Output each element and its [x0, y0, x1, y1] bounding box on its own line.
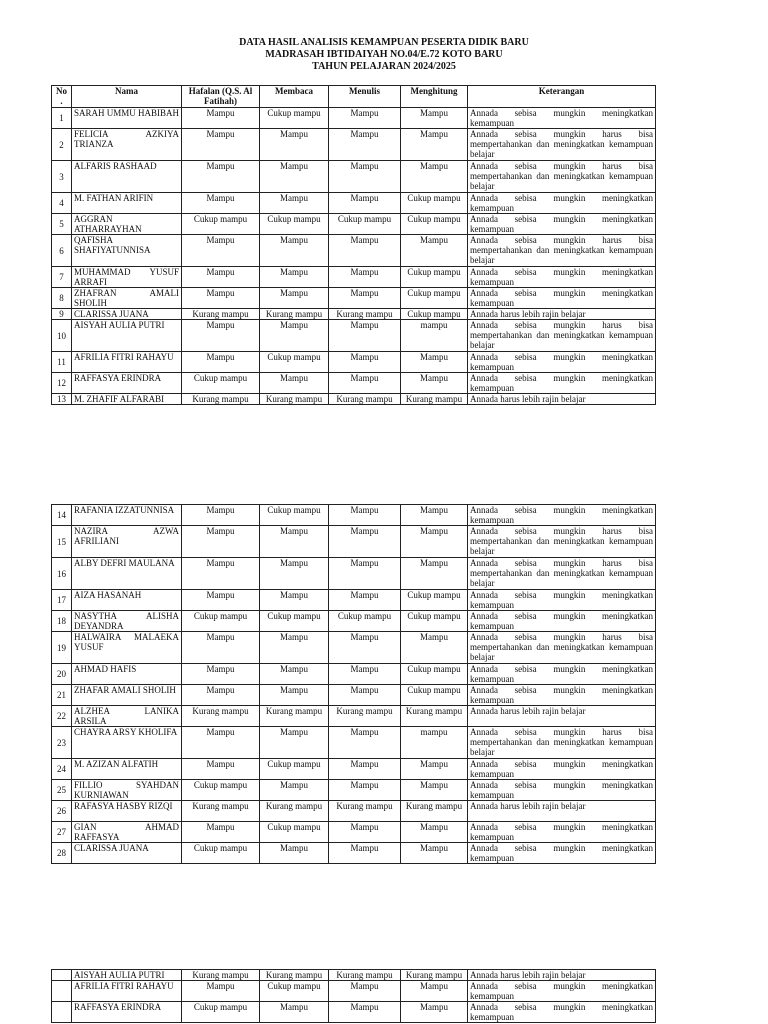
cell-nama: RAFASYA HASBY RIZQI [72, 801, 182, 822]
results-table-page-3 [51, 969, 656, 1023]
cell-keterangan: Annada harus lebih rajin belajar [468, 309, 656, 320]
cell-membaca: Mampu [260, 632, 329, 664]
cell-membaca: Cukup mampu [260, 352, 329, 373]
table-row [52, 780, 656, 801]
table-row [52, 394, 656, 405]
cell-nama: ZHAFRAN AMALI SHOLIH [72, 288, 182, 309]
cell-no: 3 [52, 161, 72, 193]
cell-menulis: Kurang mampu [329, 309, 401, 320]
cell-menulis: Kurang mampu [329, 801, 401, 822]
cell-menghitung: Mampu [401, 161, 468, 193]
cell-nama: ZHAFAR AMALI SHOLIH [72, 685, 182, 706]
cell-keterangan: Annada sebisa mungkin harus bisa mempertahankan dan meningkatkan kemampuan belajar [468, 526, 656, 558]
cell-no: 18 [52, 611, 72, 632]
cell-keterangan: Annada sebisa mungkin meningkatkan kemampuan [468, 214, 656, 235]
cell-keterangan: Annada sebisa mungkin meningkatkan kemampuan [468, 685, 656, 706]
cell-keterangan: Annada sebisa mungkin meningkatkan kemampuan [468, 780, 656, 801]
cell-menghitung: Mampu [401, 526, 468, 558]
cell-keterangan: Annada sebisa mungkin meningkatkan kemampuan [468, 822, 656, 843]
table-row [52, 320, 656, 352]
cell-membaca: Cukup mampu [260, 822, 329, 843]
cell-membaca: Kurang mampu [260, 706, 329, 727]
table-page-3-block [51, 969, 655, 1023]
cell-nama: M. FATHAN ARIFIN [72, 193, 182, 214]
table-row [52, 526, 656, 558]
cell-membaca: Mampu [260, 780, 329, 801]
cell-hafalan: Cukup mampu [182, 780, 260, 801]
cell-no [52, 1002, 72, 1023]
table-row [52, 590, 656, 611]
cell-hafalan: Cukup mampu [182, 214, 260, 235]
cell-keterangan: Annada sebisa mungkin meningkatkan kemampuan [468, 352, 656, 373]
cell-nama: MUHAMMAD YUSUF ARRAFI [72, 267, 182, 288]
cell-keterangan: Annada sebisa mungkin meningkatkan kemampuan [468, 108, 656, 129]
cell-menulis: Mampu [329, 193, 401, 214]
table-row [52, 981, 656, 1002]
table-row [52, 267, 656, 288]
cell-hafalan: Mampu [182, 161, 260, 193]
cell-no: 15 [52, 526, 72, 558]
cell-menulis: Mampu [329, 108, 401, 129]
cell-keterangan: Annada sebisa mungkin meningkatkan kemampuan [468, 611, 656, 632]
table-body-page-2 [52, 505, 656, 864]
cell-nama: FILLIO SYAHDAN KURNIAWAN [72, 780, 182, 801]
cell-hafalan: Mampu [182, 505, 260, 526]
cell-keterangan: Annada harus lebih rajin belajar [468, 970, 656, 981]
cell-membaca: Cukup mampu [260, 505, 329, 526]
cell-membaca: Mampu [260, 664, 329, 685]
cell-no: 16 [52, 558, 72, 590]
cell-hafalan: Kurang mampu [182, 801, 260, 822]
cell-keterangan: Annada sebisa mungkin harus bisa mempertahankan dan meningkatkan kemampuan belajar [468, 129, 656, 161]
cell-menulis: Mampu [329, 267, 401, 288]
cell-hafalan: Mampu [182, 632, 260, 664]
cell-membaca: Mampu [260, 320, 329, 352]
cell-hafalan: Kurang mampu [182, 394, 260, 405]
cell-menghitung: Mampu [401, 235, 468, 267]
cell-hafalan: Mampu [182, 288, 260, 309]
cell-hafalan: Mampu [182, 685, 260, 706]
cell-menulis: Mampu [329, 981, 401, 1002]
table-row [52, 664, 656, 685]
cell-hafalan: Mampu [182, 822, 260, 843]
table-page-2-block [51, 504, 655, 864]
cell-keterangan: Annada sebisa mungkin harus bisa mempertahankan dan meningkatkan kemampuan belajar [468, 161, 656, 193]
cell-menulis: Mampu [329, 320, 401, 352]
cell-no [52, 981, 72, 1002]
cell-menghitung: Cukup mampu [401, 309, 468, 320]
cell-membaca: Mampu [260, 193, 329, 214]
cell-no: 26 [52, 801, 72, 822]
table-row [52, 611, 656, 632]
cell-keterangan: Annada sebisa mungkin meningkatkan kemampuan [468, 664, 656, 685]
cell-hafalan: Mampu [182, 108, 260, 129]
cell-nama: RAFFASYA ERINDRA [72, 1002, 182, 1023]
cell-membaca: Kurang mampu [260, 309, 329, 320]
cell-menghitung: Mampu [401, 129, 468, 161]
table-row [52, 706, 656, 727]
cell-nama: AISYAH AULIA PUTRI [72, 320, 182, 352]
cell-hafalan: Kurang mampu [182, 309, 260, 320]
cell-menghitung: Mampu [401, 108, 468, 129]
cell-nama: ALBY DEFRI MAULANA [72, 558, 182, 590]
cell-keterangan: Annada harus lebih rajin belajar [468, 394, 656, 405]
cell-keterangan: Annada sebisa mungkin meningkatkan kemampuan [468, 843, 656, 864]
cell-no: 12 [52, 373, 72, 394]
cell-no [52, 970, 72, 981]
cell-no: 7 [52, 267, 72, 288]
cell-membaca: Mampu [260, 267, 329, 288]
col-header-no: No . [52, 86, 72, 108]
table-header-row [52, 86, 656, 108]
cell-keterangan: Annada sebisa mungkin meningkatkan kemampuan [468, 267, 656, 288]
cell-keterangan: Annada sebisa mungkin harus bisa mempertahankan dan meningkatkan kemampuan belajar [468, 558, 656, 590]
cell-menulis: Kurang mampu [329, 706, 401, 727]
cell-nama: ALZHEA LANIKA ARSILA [72, 706, 182, 727]
cell-membaca: Cukup mampu [260, 611, 329, 632]
cell-nama: QAFISHA SHAFIYATUNNISA [72, 235, 182, 267]
cell-menulis: Mampu [329, 727, 401, 759]
cell-menulis: Mampu [329, 235, 401, 267]
cell-membaca: Mampu [260, 161, 329, 193]
cell-menulis: Mampu [329, 664, 401, 685]
cell-menulis: Mampu [329, 526, 401, 558]
cell-nama: NAZIRA AZWA AFRILIANI [72, 526, 182, 558]
table-row [52, 727, 656, 759]
cell-no: 5 [52, 214, 72, 235]
cell-menulis: Mampu [329, 590, 401, 611]
table-row [52, 558, 656, 590]
cell-menghitung: Cukup mampu [401, 267, 468, 288]
cell-menghitung: Kurang mampu [401, 706, 468, 727]
table-row [52, 214, 656, 235]
cell-menulis: Mampu [329, 373, 401, 394]
cell-no: 20 [52, 664, 72, 685]
cell-keterangan: Annada sebisa mungkin meningkatkan kemampuan [468, 288, 656, 309]
cell-menulis: Kurang mampu [329, 970, 401, 981]
cell-nama: ALFARIS RASHAAD [72, 161, 182, 193]
cell-menulis: Mampu [329, 352, 401, 373]
title-line-2: MADRASAH IBTIDAIYAH NO.04/E.72 KOTO BARU [265, 49, 503, 60]
cell-keterangan: Annada sebisa mungkin meningkatkan kemampuan [468, 505, 656, 526]
cell-membaca: Kurang mampu [260, 801, 329, 822]
cell-membaca: Kurang mampu [260, 970, 329, 981]
cell-membaca: Cukup mampu [260, 759, 329, 780]
table-row [52, 970, 656, 981]
cell-membaca: Mampu [260, 1002, 329, 1023]
cell-menulis: Mampu [329, 759, 401, 780]
cell-menulis: Mampu [329, 1002, 401, 1023]
cell-keterangan: Annada harus lebih rajin belajar [468, 801, 656, 822]
table-row [52, 759, 656, 780]
col-header-nama: Nama [72, 86, 182, 108]
cell-membaca: Mampu [260, 288, 329, 309]
cell-hafalan: Cukup mampu [182, 611, 260, 632]
cell-nama: HALWAIRA MALAEKA YUSUF [72, 632, 182, 664]
col-header-membaca: Membaca [260, 86, 329, 108]
title-line-3: TAHUN PELAJARAN 2024/2025 [312, 61, 456, 72]
table-body-page-1 [52, 108, 656, 405]
cell-menulis: Mampu [329, 288, 401, 309]
cell-menghitung: Cukup mampu [401, 611, 468, 632]
cell-menghitung: Cukup mampu [401, 664, 468, 685]
table-row [52, 632, 656, 664]
table-row [52, 373, 656, 394]
cell-nama: CHAYRA ARSY KHOLIFA [72, 727, 182, 759]
cell-menghitung: Mampu [401, 780, 468, 801]
col-header-keterangan: Keterangan [468, 86, 656, 108]
table-row [52, 288, 656, 309]
cell-menghitung: Mampu [401, 843, 468, 864]
cell-hafalan: Kurang mampu [182, 970, 260, 981]
table-row [52, 685, 656, 706]
cell-membaca: Cukup mampu [260, 981, 329, 1002]
col-header-hafalan: Hafalan (Q.S. Al Fatihah) [182, 86, 260, 108]
cell-hafalan: Cukup mampu [182, 373, 260, 394]
cell-menghitung: mampu [401, 320, 468, 352]
cell-membaca: Mampu [260, 727, 329, 759]
cell-menulis: Mampu [329, 780, 401, 801]
cell-membaca: Mampu [260, 685, 329, 706]
title-line-1: DATA HASIL ANALISIS KEMAMPUAN PESERTA DIDIK BARU [239, 37, 529, 48]
cell-menghitung: Mampu [401, 373, 468, 394]
cell-hafalan: Mampu [182, 981, 260, 1002]
cell-nama: AIZA HASANAH [72, 590, 182, 611]
table-body-page-3 [52, 970, 656, 1023]
table-row [52, 235, 656, 267]
cell-no: 10 [52, 320, 72, 352]
cell-nama: M. AZIZAN ALFATIH [72, 759, 182, 780]
cell-menghitung: Mampu [401, 822, 468, 843]
cell-menghitung: mampu [401, 727, 468, 759]
cell-nama: AFRILIA FITRI RAHAYU [72, 981, 182, 1002]
cell-hafalan: Mampu [182, 235, 260, 267]
cell-no: 9 [52, 309, 72, 320]
cell-no: 1 [52, 108, 72, 129]
cell-menghitung: Mampu [401, 558, 468, 590]
cell-hafalan: Cukup mampu [182, 1002, 260, 1023]
cell-hafalan: Mampu [182, 267, 260, 288]
table-row [52, 352, 656, 373]
cell-nama: AHMAD HAFIS [72, 664, 182, 685]
cell-hafalan: Mampu [182, 526, 260, 558]
cell-membaca: Mampu [260, 129, 329, 161]
table-row [52, 309, 656, 320]
cell-hafalan: Mampu [182, 558, 260, 590]
cell-menulis: Cukup mampu [329, 214, 401, 235]
cell-menulis: Mampu [329, 685, 401, 706]
cell-menulis: Mampu [329, 129, 401, 161]
cell-menghitung: Mampu [401, 352, 468, 373]
table-row [52, 843, 656, 864]
cell-menghitung: Mampu [401, 1002, 468, 1023]
cell-hafalan: Cukup mampu [182, 843, 260, 864]
cell-nama: NASYTHA ALISHA DEYANDRA [72, 611, 182, 632]
table-row [52, 129, 656, 161]
cell-menghitung: Kurang mampu [401, 394, 468, 405]
cell-hafalan: Mampu [182, 352, 260, 373]
cell-menghitung: Cukup mampu [401, 590, 468, 611]
cell-no: 11 [52, 352, 72, 373]
cell-no: 4 [52, 193, 72, 214]
cell-hafalan: Mampu [182, 129, 260, 161]
document-title [0, 37, 768, 73]
cell-menghitung: Cukup mampu [401, 288, 468, 309]
cell-keterangan: Annada sebisa mungkin harus bisa mempertahankan dan meningkatkan kemampuan belajar [468, 727, 656, 759]
cell-no: 25 [52, 780, 72, 801]
cell-keterangan: Annada sebisa mungkin meningkatkan kemampuan [468, 373, 656, 394]
cell-no: 19 [52, 632, 72, 664]
cell-nama: AISYAH AULIA PUTRI [72, 970, 182, 981]
cell-hafalan: Kurang mampu [182, 706, 260, 727]
cell-keterangan: Annada sebisa mungkin harus bisa mempertahankan dan meningkatkan kemampuan belajar [468, 320, 656, 352]
cell-nama: RAFANIA IZZATUNNISA [72, 505, 182, 526]
cell-menulis: Mampu [329, 632, 401, 664]
cell-membaca: Kurang mampu [260, 394, 329, 405]
cell-menghitung: Mampu [401, 981, 468, 1002]
cell-no: 23 [52, 727, 72, 759]
table-row [52, 193, 656, 214]
cell-no: 14 [52, 505, 72, 526]
cell-keterangan: Annada sebisa mungkin meningkatkan kemampuan [468, 759, 656, 780]
cell-menghitung: Cukup mampu [401, 685, 468, 706]
cell-membaca: Mampu [260, 526, 329, 558]
cell-no: 22 [52, 706, 72, 727]
cell-membaca: Cukup mampu [260, 108, 329, 129]
cell-membaca: Mampu [260, 373, 329, 394]
cell-menghitung: Kurang mampu [401, 970, 468, 981]
cell-keterangan: Annada sebisa mungkin harus bisa mempertahankan dan meningkatkan kemampuan belajar [468, 632, 656, 664]
cell-keterangan: Annada sebisa mungkin meningkatkan kemampuan [468, 193, 656, 214]
cell-menghitung: Cukup mampu [401, 214, 468, 235]
cell-membaca: Mampu [260, 235, 329, 267]
cell-menghitung: Mampu [401, 632, 468, 664]
table-row [52, 822, 656, 843]
cell-menulis: Mampu [329, 161, 401, 193]
cell-no: 21 [52, 685, 72, 706]
cell-menghitung: Mampu [401, 505, 468, 526]
cell-menulis: Kurang mampu [329, 394, 401, 405]
cell-no: 27 [52, 822, 72, 843]
cell-menghitung: Mampu [401, 759, 468, 780]
col-header-menghitung: Menghitung [401, 86, 468, 108]
cell-no: 8 [52, 288, 72, 309]
cell-membaca: Mampu [260, 590, 329, 611]
cell-hafalan: Mampu [182, 664, 260, 685]
cell-menghitung: Cukup mampu [401, 193, 468, 214]
cell-keterangan: Annada sebisa mungkin meningkatkan kemampuan [468, 590, 656, 611]
cell-keterangan: Annada sebisa mungkin meningkatkan kemampuan [468, 1002, 656, 1023]
table-row [52, 108, 656, 129]
results-table-page-1 [51, 85, 656, 405]
cell-no: 6 [52, 235, 72, 267]
cell-nama: FELICIA AZKIYA TRIANZA [72, 129, 182, 161]
cell-no: 2 [52, 129, 72, 161]
cell-keterangan: Annada sebisa mungkin harus bisa mempertahankan dan meningkatkan kemampuan belajar [468, 235, 656, 267]
cell-nama: AFRILIA FITRI RAHAYU [72, 352, 182, 373]
cell-hafalan: Mampu [182, 727, 260, 759]
cell-no: 13 [52, 394, 72, 405]
cell-menulis: Mampu [329, 558, 401, 590]
cell-hafalan: Mampu [182, 590, 260, 611]
cell-keterangan: Annada harus lebih rajin belajar [468, 706, 656, 727]
cell-menulis: Mampu [329, 843, 401, 864]
cell-membaca: Cukup mampu [260, 214, 329, 235]
col-header-menulis: Menulis [329, 86, 401, 108]
cell-no: 24 [52, 759, 72, 780]
cell-no: 28 [52, 843, 72, 864]
cell-nama: GIAN AHMAD RAFFASYA [72, 822, 182, 843]
cell-nama: AGGRAN ATHARRAYHAN [72, 214, 182, 235]
cell-no: 17 [52, 590, 72, 611]
cell-hafalan: Mampu [182, 320, 260, 352]
table-row [52, 1002, 656, 1023]
cell-nama: SARAH UMMU HABIBAH [72, 108, 182, 129]
cell-menulis: Mampu [329, 505, 401, 526]
cell-menulis: Mampu [329, 822, 401, 843]
cell-nama: M. ZHAFIF ALFARABI [72, 394, 182, 405]
results-table-page-2 [51, 504, 656, 864]
cell-hafalan: Mampu [182, 193, 260, 214]
cell-nama: CLARISSA JUANA [72, 309, 182, 320]
cell-menghitung: Kurang mampu [401, 801, 468, 822]
cell-nama: CLARISSA JUANA [72, 843, 182, 864]
cell-menulis: Cukup mampu [329, 611, 401, 632]
table-row [52, 161, 656, 193]
table-row [52, 505, 656, 526]
cell-membaca: Mampu [260, 843, 329, 864]
cell-membaca: Mampu [260, 558, 329, 590]
cell-keterangan: Annada sebisa mungkin meningkatkan kemampuan [468, 981, 656, 1002]
table-page-1-block [51, 85, 655, 405]
cell-hafalan: Mampu [182, 759, 260, 780]
table-row [52, 801, 656, 822]
cell-nama: RAFFASYA ERINDRA [72, 373, 182, 394]
